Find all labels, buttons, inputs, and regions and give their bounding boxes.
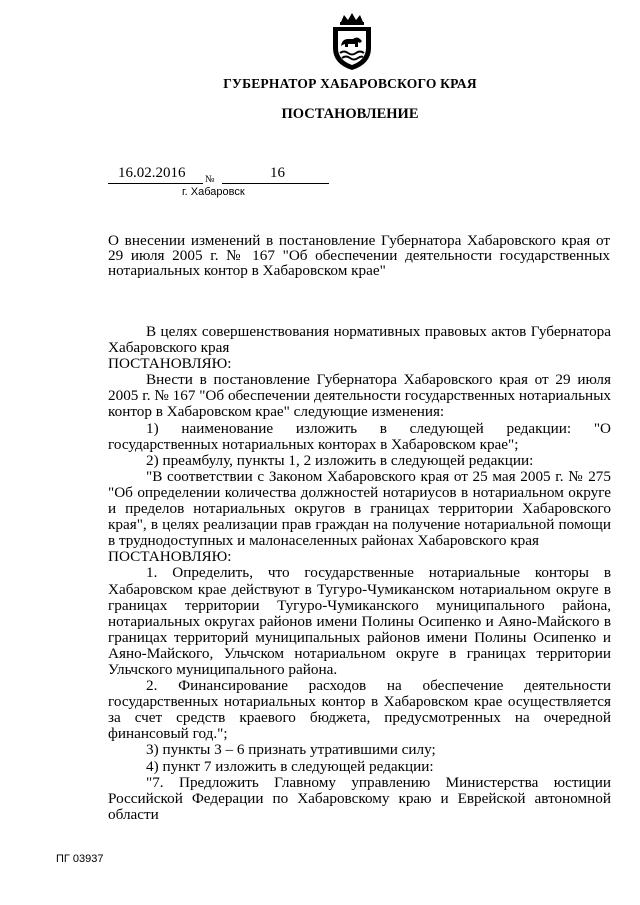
document-body bbox=[108, 324, 611, 823]
document-date: 16.02.2016 bbox=[118, 165, 186, 181]
decree-keyword: ПОСТАНОВЛЯЮ: bbox=[108, 548, 232, 566]
document-number: 16 bbox=[270, 165, 285, 181]
document-type: ПОСТАНОВЛЕНИЕ bbox=[281, 106, 419, 122]
number-underline bbox=[222, 183, 329, 184]
body-paragraph: "В соответствии с Законом Хабаровского края от 25 мая 2005 г. № 275 "Об определении количества должностей нотариусов в нотариальном округе и пределов нотариальных округов в границах территории Хабаровского края", в целях реализации прав граждан на получение нотариальной помощи в труднодоступных и малонаселенных районах Хабаровского края bbox=[108, 467, 611, 550]
body-paragraph: 4) пункт 7 изложить в следующей редакции: bbox=[146, 757, 434, 775]
document-subject: О внесении изменений в постановление Губернатора Хабаровского края от 29 июля 2005 г. № 167 "Об обеспечении деятельности государственных нотариальных контор в Хабаровском крае" bbox=[108, 232, 610, 279]
body-paragraph: 2. Финансирование расходов на обеспечение деятельности государственных нотариальных контор в Хабаровском крае осуществляется за счет средств краевого бюджета, предусмотренных на очередной финансовый год."; bbox=[108, 677, 611, 743]
footer-code: ПГ 03937 bbox=[56, 853, 104, 865]
document-city: г. Хабаровск bbox=[182, 186, 245, 198]
decree-keyword: ПОСТАНОВЛЯЮ: bbox=[108, 355, 232, 373]
body-paragraph: Внести в постановление Губернатора Хабаровского края от 29 июля 2005 г. № 167 "Об обеспечении деятельности государственных нотариальных контор в Хабаровском крае" следующие изменения: bbox=[108, 371, 611, 421]
body-paragraph: 2) преамбулу, пункты 1, 2 изложить в следующей редакции: bbox=[146, 451, 534, 469]
body-paragraph: 1. Определить, что государственные нотариальные конторы в Хабаровском крае действуют в Тугуро-Чумиканском нотариальном округе в границах территории Тугуро-Чумиканского муниципального района, нотариальных округах районов имени Полины Осипенко и Аяно-Майского в границах территорий муниципальных районов имени Полины Осипенко и Аяно-Майского, Ульчском нотариальном округе в границах территории Ульчского муниципального района. bbox=[108, 564, 611, 678]
body-paragraph: 1) наименование изложить в следующей редакции: "О государственных нотариальных конторах в Хабаровском крае"; bbox=[108, 419, 611, 453]
number-sign: № bbox=[205, 174, 215, 185]
body-paragraph: 3) пункты 3 – 6 признать утратившими силу; bbox=[146, 741, 436, 759]
body-paragraph: "7. Предложить Главному управлению Министерства юстиции Российской Федерации по Хабаровскому краю и Еврейской автономной области bbox=[108, 773, 611, 823]
date-underline bbox=[108, 183, 203, 184]
preamble-paragraph: В целях совершенствования нормативных правовых актов Губернатора Хабаровского края bbox=[108, 323, 611, 357]
organization-title: ГУБЕРНАТОР ХАБАРОВСКОГО КРАЯ bbox=[223, 76, 477, 91]
khabarovsk-krai-coat-of-arms-icon bbox=[327, 12, 377, 72]
